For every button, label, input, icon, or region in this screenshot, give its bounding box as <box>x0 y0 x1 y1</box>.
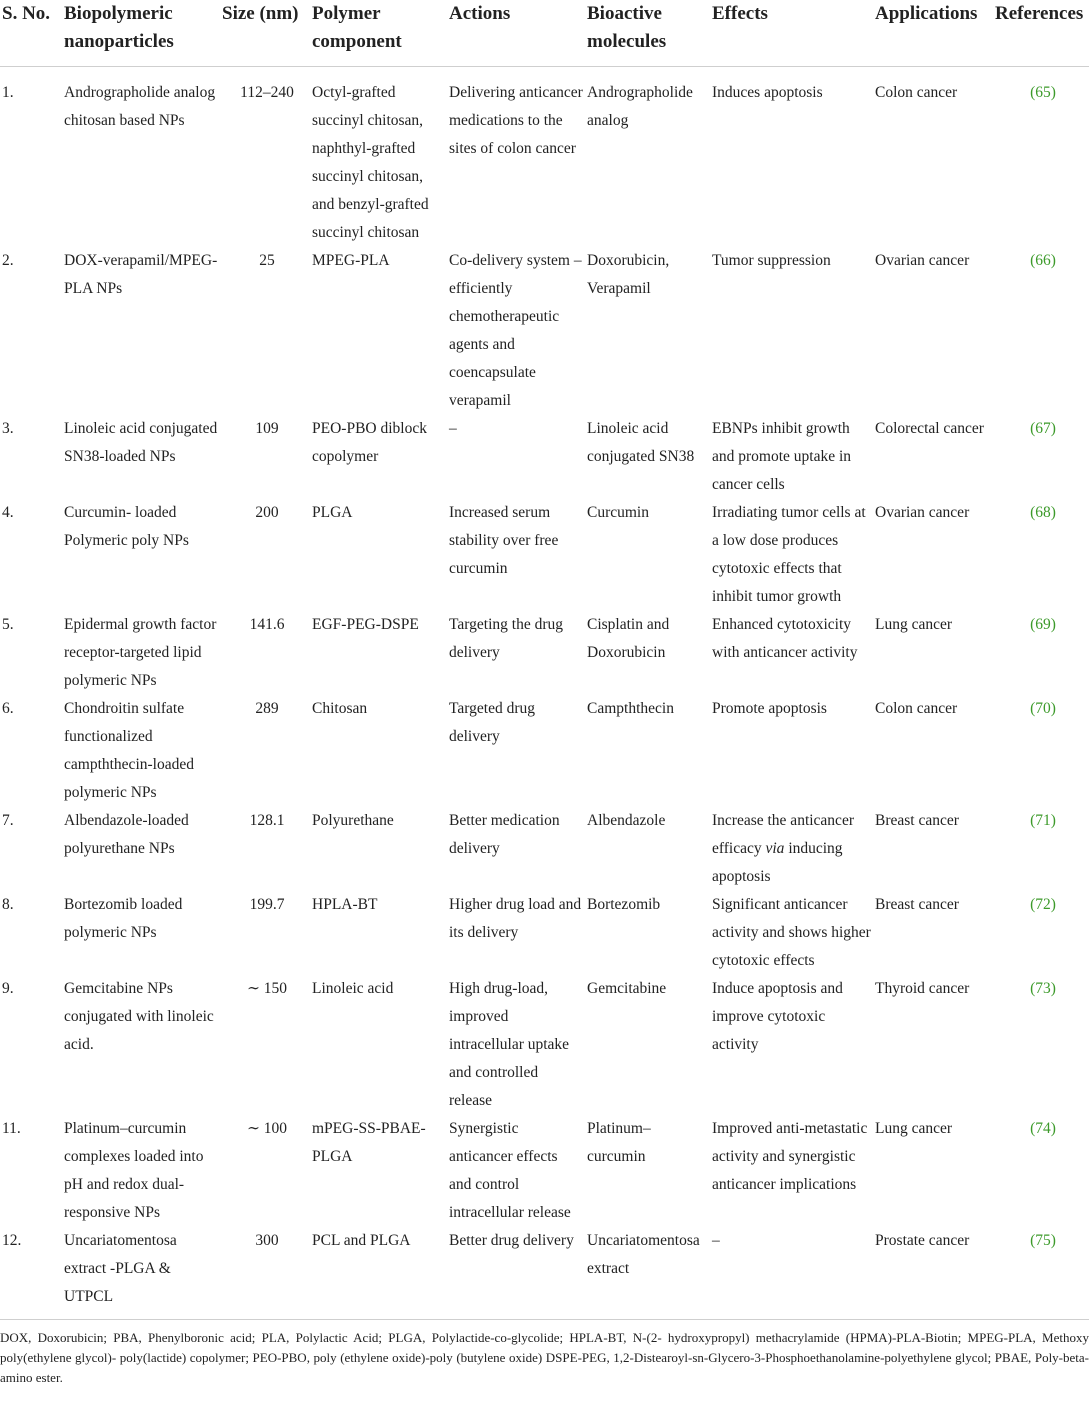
cell-sno: 5. <box>2 616 14 633</box>
header-applications: Applications <box>875 3 978 24</box>
cell-reference[interactable]: (73) <box>1030 980 1056 997</box>
cell-nanoparticle: Linoleic acid conjugated SN38-loaded NPs <box>64 420 218 465</box>
cell-bioactive: Campththecin <box>587 700 674 717</box>
cell-nanoparticle: Bortezomib loaded polymeric NPs <box>64 896 183 941</box>
cell-bioactive: Albendazole <box>587 812 666 829</box>
header-size: Size (nm) <box>222 3 299 24</box>
cell-actions: Targeted drug delivery <box>449 700 535 745</box>
cell-nanoparticle: Albendazole-loaded polyurethane NPs <box>64 812 189 857</box>
cell-bioactive: Andrographolide analog <box>587 84 693 129</box>
cell-application: Lung cancer <box>875 1120 953 1137</box>
cell-size: 128.1 <box>249 812 285 829</box>
cell-application: Ovarian cancer <box>875 504 970 521</box>
cell-effects: Enhanced cytotoxicity with anticancer activity <box>712 616 858 661</box>
cell-reference[interactable]: (67) <box>1030 420 1056 437</box>
cell-effects: Increase the anticancer efficacy via inducing apoptosis <box>712 812 854 885</box>
cell-actions: Better drug delivery <box>449 1232 574 1249</box>
cell-application: Breast cancer <box>875 812 959 829</box>
table-row <box>0 1227 1089 1311</box>
cell-application: Prostate cancer <box>875 1232 970 1249</box>
table-row <box>0 499 1089 611</box>
cell-size: 25 <box>259 252 275 269</box>
cell-actions: Delivering anticancer medications to the sites of colon cancer <box>449 84 583 157</box>
cell-reference[interactable]: (65) <box>1030 84 1056 101</box>
table-row <box>0 611 1089 695</box>
cell-application: Ovarian cancer <box>875 252 970 269</box>
header-bioactive: Bioactive molecules <box>587 3 667 52</box>
cell-nanoparticle: Andrographolide analog chitosan based NPs <box>64 84 216 129</box>
cell-reference[interactable]: (75) <box>1030 1232 1056 1249</box>
table-row <box>0 415 1089 499</box>
cell-actions: Increased serum stability over free curcumin <box>449 504 559 577</box>
cell-effects: – <box>712 1232 720 1249</box>
cell-sno: 9. <box>2 980 14 997</box>
header-polymer: Polymer component <box>312 3 402 52</box>
cell-size: 141.6 <box>249 616 285 633</box>
cell-polymer: Octyl-grafted succinyl chitosan, naphthyl-grafted succinyl chitosan, and benzyl-grafted succinyl chitosan <box>312 84 429 241</box>
table-row <box>0 975 1089 1115</box>
cell-reference[interactable]: (66) <box>1030 252 1056 269</box>
cell-reference[interactable]: (72) <box>1030 896 1056 913</box>
cell-nanoparticle: Platinum–curcumin complexes loaded into pH and redox dual-responsive NPs <box>64 1120 204 1221</box>
cell-actions: Co-delivery system –efficiently chemotherapeutic agents and coencapsulate verapamil <box>449 252 582 409</box>
cell-size: 199.7 <box>249 896 285 913</box>
cell-nanoparticle: Chondroitin sulfate functionalized campththecin-loaded polymeric NPs <box>64 700 194 801</box>
cell-reference[interactable]: (68) <box>1030 504 1056 521</box>
cell-application: Thyroid cancer <box>875 980 970 997</box>
cell-actions: Better medication delivery <box>449 812 560 857</box>
table-row <box>0 695 1089 807</box>
cell-size: 200 <box>255 504 279 521</box>
cell-polymer: Polyurethane <box>312 812 394 829</box>
cell-reference[interactable]: (69) <box>1030 616 1056 633</box>
cell-effects: Induces apoptosis <box>712 84 823 101</box>
cell-reference[interactable]: (70) <box>1030 700 1056 717</box>
cell-polymer: PCL and PLGA <box>312 1232 411 1249</box>
cell-nanoparticle: Gemcitabine NPs conjugated with linoleic acid. <box>64 980 214 1053</box>
cell-bioactive: Linoleic acid conjugated SN38 <box>587 420 695 465</box>
cell-polymer: mPEG-SS-PBAE-PLGA <box>312 1120 426 1165</box>
cell-sno: 7. <box>2 812 14 829</box>
cell-polymer: Linoleic acid <box>312 980 394 997</box>
cell-bioactive: Gemcitabine <box>587 980 667 997</box>
cell-sno: 2. <box>2 252 14 269</box>
cell-effects: Irradiating tumor cells at a low dose produces cytotoxic effects that inhibit tumor growth <box>712 504 866 605</box>
cell-size: 109 <box>255 420 279 437</box>
cell-size: 289 <box>255 700 279 717</box>
cell-effects: Improved anti-metastatic activity and synergistic anticancer implications <box>712 1120 868 1193</box>
cell-sno: 8. <box>2 896 14 913</box>
header-effects: Effects <box>712 3 768 24</box>
cell-polymer: EGF-PEG-DSPE <box>312 616 419 633</box>
cell-application: Lung cancer <box>875 616 953 633</box>
cell-effects: EBNPs inhibit growth and promote uptake in cancer cells <box>712 420 852 493</box>
cell-application: Colorectal cancer <box>875 420 984 437</box>
cell-actions: Higher drug load and its delivery <box>449 896 582 941</box>
cell-nanoparticle: Curcumin- loaded Polymeric poly NPs <box>64 504 189 549</box>
cell-polymer: MPEG-PLA <box>312 252 390 269</box>
cell-size: 300 <box>255 1232 279 1249</box>
cell-bioactive: Doxorubicin, Verapamil <box>587 252 670 297</box>
cell-size: ∼ 100 <box>246 1120 288 1137</box>
header-np: Biopolymeric nanoparticles <box>64 3 174 52</box>
cell-effects: Tumor suppression <box>712 252 831 269</box>
cell-reference[interactable]: (71) <box>1030 812 1056 829</box>
cell-size: 112–240 <box>240 84 294 101</box>
table-row <box>0 807 1089 891</box>
cell-polymer: Chitosan <box>312 700 368 717</box>
header-actions: Actions <box>449 3 511 24</box>
table-body <box>0 67 1089 1312</box>
header-references: References <box>995 3 1084 24</box>
cell-actions: High drug-load, improved intracellular uptake and controlled release <box>449 980 570 1109</box>
cell-effects: Significant anticancer activity and shows higher cytotoxic effects <box>712 896 871 969</box>
cell-bioactive: Cisplatin and Doxorubicin <box>587 616 670 661</box>
cell-effects: Promote apoptosis <box>712 700 827 717</box>
cell-size: ∼ 150 <box>246 980 288 997</box>
cell-sno: 1. <box>2 84 14 101</box>
cell-sno: 4. <box>2 504 14 521</box>
cell-actions: Targeting the drug delivery <box>449 616 563 661</box>
table-row <box>0 891 1089 975</box>
table-row <box>0 1115 1089 1227</box>
cell-sno: 11. <box>2 1120 21 1137</box>
cell-sno: 12. <box>2 1232 22 1249</box>
cell-application: Colon cancer <box>875 700 958 717</box>
cell-polymer: PEO-PBO diblock copolymer <box>312 420 427 465</box>
header-row <box>0 0 1089 67</box>
table-row <box>0 67 1089 248</box>
cell-bioactive: Uncariatomentosa extract <box>587 1232 700 1277</box>
cell-bioactive: Bortezomib <box>587 896 661 913</box>
header-sno: S. No. <box>2 3 51 24</box>
cell-nanoparticle: DOX-verapamil/MPEG-PLA NPs <box>64 252 218 297</box>
cell-sno: 3. <box>2 420 14 437</box>
cell-reference[interactable]: (74) <box>1030 1120 1056 1137</box>
cell-polymer: HPLA-BT <box>312 896 378 913</box>
cell-actions: Synergistic anticancer effects and control intracellular release <box>449 1120 571 1221</box>
cell-effects: Induce apoptosis and improve cytotoxic activity <box>712 980 843 1053</box>
cell-sno: 6. <box>2 700 14 717</box>
cell-bioactive: Curcumin <box>587 504 649 521</box>
cell-nanoparticle: Uncariatomentosa extract -PLGA & UTPCL <box>64 1232 177 1305</box>
table-row <box>0 247 1089 415</box>
cell-polymer: PLGA <box>312 504 353 521</box>
cell-application: Colon cancer <box>875 84 958 101</box>
cell-bioactive: Platinum–curcumin <box>587 1120 651 1165</box>
cell-nanoparticle: Epidermal growth factor receptor-targeted lipid polymeric NPs <box>64 616 217 689</box>
cell-application: Breast cancer <box>875 896 959 913</box>
cell-actions: – <box>449 420 457 437</box>
table-footnote: DOX, Doxorubicin; PBA, Phenylboronic acid; PLA, Polylactic Acid; PLGA, Polylactide-co-glycolide; HPLA-BT, N-(2- hydroxypropyl) methacrylamide (HPMA)-PLA-Biotin; MPEG-PLA, Methoxy poly(ethylene glycol)- poly(lactide) copolymer; PEO-PBO, poly (ethylene oxide)-poly (butylene oxide) DSPE-PEG, 1,2-Distearoyl-sn-Glycero-3-Phosphoethanolamine-polyethylene glycol; PBAE, Poly-beta-amino ester. <box>0 1319 1089 1388</box>
